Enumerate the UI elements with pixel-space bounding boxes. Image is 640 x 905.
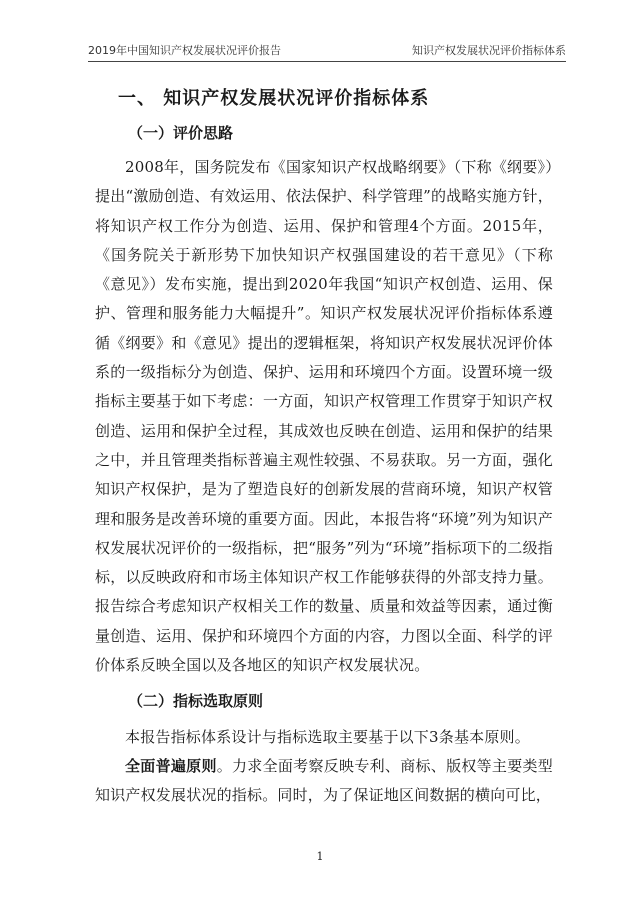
- section-title: 一、 知识产权发展状况评价指标体系: [118, 88, 430, 109]
- principle-label: 全面普遍原则: [125, 757, 217, 775]
- principles-intro: 本报告指标体系设计与指标选取主要基于以下3条基本原则。: [125, 728, 530, 746]
- header-rule: [88, 61, 566, 62]
- page-number: 1: [316, 850, 324, 863]
- principle-text: 。力求全面考察反映专利、商标、版权等主要类型知识产权发展状况的指标。同时，为了保证地区间数据的横向可比，: [95, 757, 553, 805]
- subsection-title-approach: （一）评价思路: [128, 124, 234, 142]
- header-chapter-title: 知识产权发展状况评价指标体系: [412, 44, 566, 57]
- approach-paragraph: 2008年，国务院发布《国家知识产权战略纲要》（下称《纲要》）提出“激励创造、有效运用、依法保护、科学管理”的战略实施方针，将知识产权工作分为创造、运用、保护和管理4个方面。2015年，《国务院关于新形势下加快知识产权强国建设的若干意见》（下称《意见》）发布实施，提出到2020年我国“知识产权创造、运用、保护、管理和服务能力大幅提升”。知识产权发展状况评价指标体系遵循《纲要》和《意见》提出的逻辑框架，将知识产权发展状况评价体系的一级指标分为创造、保护、运用和环境四个方面。设置环境一级指标主要基于如下考虑：一方面，知识产权管理工作贯穿于知识产权创造、运用和保护全过程，其成效也反映在创造、运用和保护的结果之中，并且管理类指标普遍主观性较强、不易获取。另一方面，强化知识产权保护，是为了塑造良好的创新发展的营商环境，知识产权管理和服务是改善环境的重要方面。因此，本报告将“环境”列为知识产权发展状况评价的一级指标，把“服务”列为“环境”指标项下的二级指标，以反映政府和市场主体知识产权工作能够获得的外部支持力量。报告综合考虑知识产权相关工作的数量、质量和效益等因素，通过衡量创造、运用、保护和环境四个方面的内容，力图以全面、科学的评价体系反映全国以及各地区的知识产权发展状况。: [95, 158, 553, 675]
- subsection-title-principles: （二）指标选取原则: [128, 692, 264, 710]
- header-report-title: 2019年中国知识产权发展状况评价报告: [88, 44, 281, 57]
- principle-paragraph: [95, 752, 553, 811]
- running-header: [88, 40, 566, 60]
